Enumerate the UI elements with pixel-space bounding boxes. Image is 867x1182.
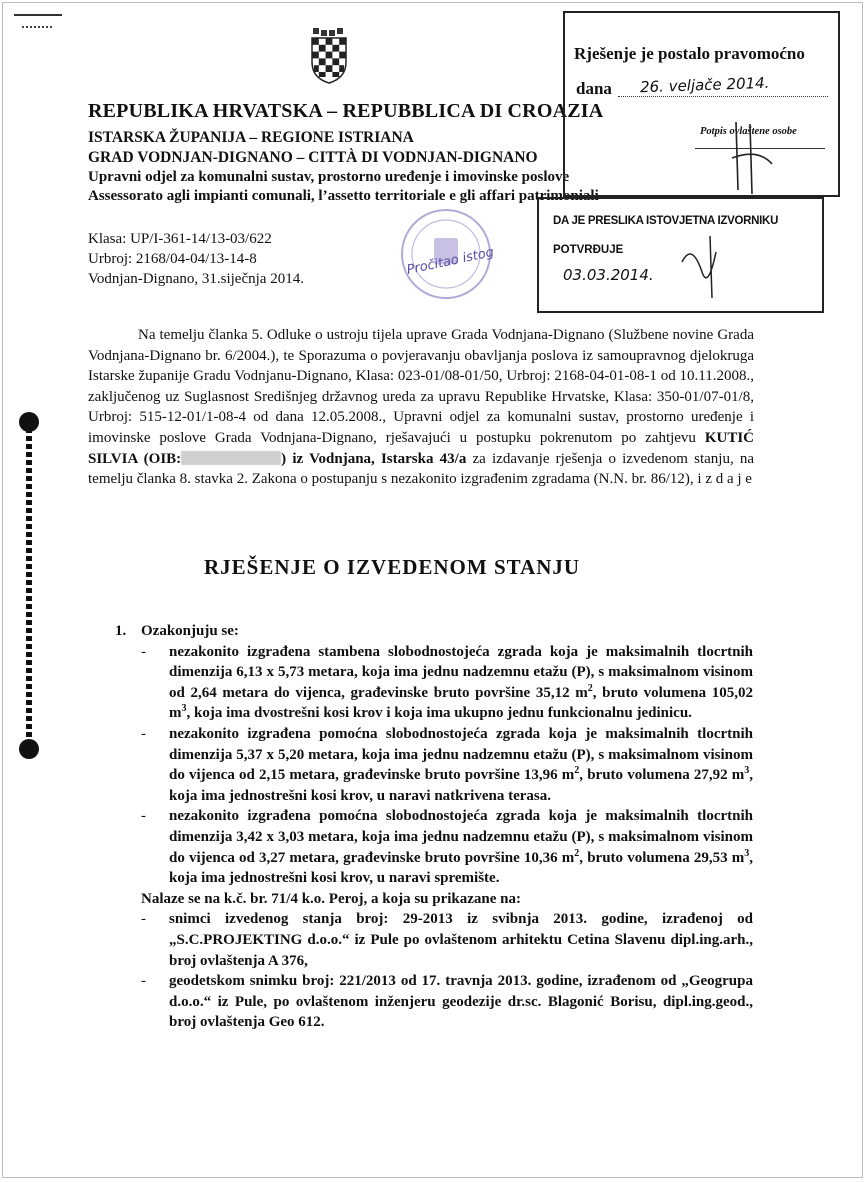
building-desc-b: , bruto volumena 27,92 m bbox=[579, 767, 745, 784]
section-1-heading: Ozakonjuju se: bbox=[141, 623, 239, 639]
building-desc-b: , bruto volumena 29,53 m bbox=[579, 849, 745, 866]
reference-text: geodetskom snimku broj: 221/2013 od 17. travnja 2013. godine, izrađenom od „Geogrupa d.o.o.“ iz Pule, po ovlaštenom inženjeru geodezije dr.sc. Blagonić Borisu, dipl.ing.geod., broj ovlaštenja Geo 612. bbox=[169, 973, 753, 1031]
copy-stamp-line1: DA JE PRESLIKA ISTOVJETNA IZVORNIKU bbox=[553, 215, 779, 227]
republic-heading: REPUBLIKA HRVATSKA – REPUBBLICA DI CROAZIA bbox=[88, 100, 604, 122]
finality-stamp bbox=[563, 11, 840, 197]
coat-of-arms-icon bbox=[310, 28, 348, 84]
reference-documents bbox=[141, 909, 753, 1033]
building-desc-b: , bruto volumena 105,02 m bbox=[169, 684, 753, 722]
izdaje: i z d a j e bbox=[697, 471, 752, 488]
applicant-address: ) iz Vodnjana, Istarska 43/a bbox=[281, 450, 467, 467]
section-1-number: 1. bbox=[115, 623, 127, 639]
building-desc-a: nezakonito izgrađena stambena slobodnostojeća zgrada koja je maksimalnih tlocrtnih dimenzija 6,13 x 5,73 metara, koja ima jednu nadzemnu etažu (P), s maksimalnom visinom od 2,64 metara do vijenca, građevinske bruto površine 35,12 m bbox=[169, 643, 753, 701]
signature-label: Potpis ovlaštene osobe bbox=[700, 126, 797, 137]
section-1 bbox=[141, 621, 753, 1033]
copy-stamp-line2: POTVRĐUJE bbox=[553, 244, 624, 256]
sup: 3 bbox=[744, 765, 750, 777]
building-item bbox=[141, 724, 753, 806]
dash: - bbox=[141, 973, 146, 990]
building-desc-a: nezakonito izgrađena pomoćna slobodnostojeća zgrada koja je maksimalnih tlocrtnih dimenzija 3,42 x 3,03 metara, koja ima jednu nadzemnu etažu (P), s maksimalnom visinom do vijenca od 3,27 metara, građevinske bruto površine 10,36 m bbox=[169, 808, 753, 866]
building-desc-c: , koja ima jednostrešni kosi krov, u naravi natkrivena terasa. bbox=[169, 767, 753, 804]
sup: 2 bbox=[574, 847, 580, 859]
reference-text: snimci izvedenog stanja broj: 29-2013 iz svibnja 2013. godine, izrađenoj od „S.C.PROJEKTING d.o.o.“ iz Pule po ovlaštenom arhitektu Cetina Slavenu dipl.ing.arh., broj ovlaštenja A 376, bbox=[169, 911, 753, 969]
dash: - bbox=[141, 911, 146, 928]
finality-stamp-text: Rješenje je postalo pravomoćno bbox=[574, 44, 805, 63]
building-desc-a: nezakonito izgrađena pomoćna slobodnostojeća zgrada koja je maksimalnih tlocrtnih dimenzija 5,37 x 5,20 metara, koja ima jednu nadzemnu etažu (P), s maksimalnom visinom do vijenca od 2,15 metara, građevinske bruto površine 13,96 m bbox=[169, 725, 753, 784]
round-stamp-note: Pročitao istog bbox=[405, 244, 496, 279]
dana-line bbox=[618, 96, 828, 97]
applicant-name: KUTIĆ SILVIA (OIB: bbox=[88, 429, 754, 467]
binder-ring-icon bbox=[18, 408, 40, 763]
document-meta bbox=[88, 229, 304, 289]
building-item bbox=[141, 642, 753, 724]
building-item bbox=[141, 806, 753, 888]
county-heading: ISTARSKA ŽUPANIJA – REGIONE ISTRIANA bbox=[88, 129, 414, 146]
scan-mark bbox=[14, 14, 62, 16]
legalized-buildings bbox=[141, 642, 753, 889]
intro-part1: Na temelju članka 5. Odluke o ustroju tijela uprave Grada Vodnjana-Dignano (Službene novine Grada Vodnjana-Dignano br. 6/2004.), te Sporazuma o povjeravanju obavljanja poslova iz samoupravnog djelokruga Istarske županije Gradu Vodnjanu-Dignano, Klasa: 023-01/08-01/50, Urbroj: 2168-04-01-08-1 od 10.11.2008., zaključenog uz Suglasnost Središnjeg državnog ureda za upravu Republike Hrvatske, Klasa: 350-01/07-01/8, Urbroj: 515-12-01/1-08-4 od dana 12.05.2008., Upravni odjel za komunalni sustav, prostorno uređenje i imovinske poslove Grada Vodnjana-Dignano, rješavajući u postupku pokrenutom po zahtjevu bbox=[88, 327, 754, 446]
redacted-oib bbox=[181, 451, 281, 465]
signature-icon bbox=[728, 118, 778, 198]
intro-paragraph bbox=[88, 325, 754, 490]
dash: - bbox=[141, 725, 146, 742]
copy-signature-icon bbox=[672, 232, 732, 302]
sup: 3 bbox=[744, 847, 750, 859]
place-date: Vodnjan-Dignano, 31.siječnja 2014. bbox=[88, 271, 304, 287]
building-desc-c: , koja ima jednostrešni kosi krov, u naravi spremište. bbox=[169, 849, 753, 887]
reference-item bbox=[141, 971, 753, 1033]
copy-stamp-date: 03.03.2014. bbox=[563, 266, 654, 284]
sup: 3 bbox=[181, 703, 187, 715]
reference-item bbox=[141, 909, 753, 971]
intro-part2: za izdavanje rješenja o izvedenom stanju, na temelju članka 8. stavka 2. Zakona o postupanju s nezakonito izgrađenim zgradama (N.N. br. 86/12), bbox=[88, 450, 755, 488]
location-line: Nalaze se na k.č. br. 71/4 k.o. Peroj, a koja su prikazane na: bbox=[141, 890, 522, 907]
department-it: Assessorato agli impianti comunali, l’assetto territoriale e gli affari patrimoniali bbox=[88, 188, 599, 204]
dana-label: dana bbox=[576, 79, 612, 98]
scan-dots bbox=[22, 22, 52, 28]
sup: 2 bbox=[574, 765, 580, 777]
urbroj: Urbroj: 2168/04-04/13-14-8 bbox=[88, 251, 257, 267]
city-heading: GRAD VODNJAN-DIGNANO – CITTÀ DI VODNJAN-DIGNANO bbox=[88, 149, 538, 166]
dash: - bbox=[141, 643, 146, 660]
building-desc-c: , koja ima dvostrešni kosi krov i koja ima ukupno jednu funkcionalnu jedinicu. bbox=[186, 705, 692, 722]
department-hr: Upravni odjel za komunalni sustav, prostorno uređenje i imovinske poslove bbox=[88, 169, 570, 185]
decision-title: RJEŠENJE O IZVEDENOM STANJU bbox=[204, 555, 581, 579]
dana-handwritten: 26. veljače 2014. bbox=[639, 73, 770, 97]
dash: - bbox=[141, 808, 146, 825]
klasa: Klasa: UP/I-361-14/13-03/622 bbox=[88, 231, 272, 247]
sup: 2 bbox=[587, 682, 593, 694]
